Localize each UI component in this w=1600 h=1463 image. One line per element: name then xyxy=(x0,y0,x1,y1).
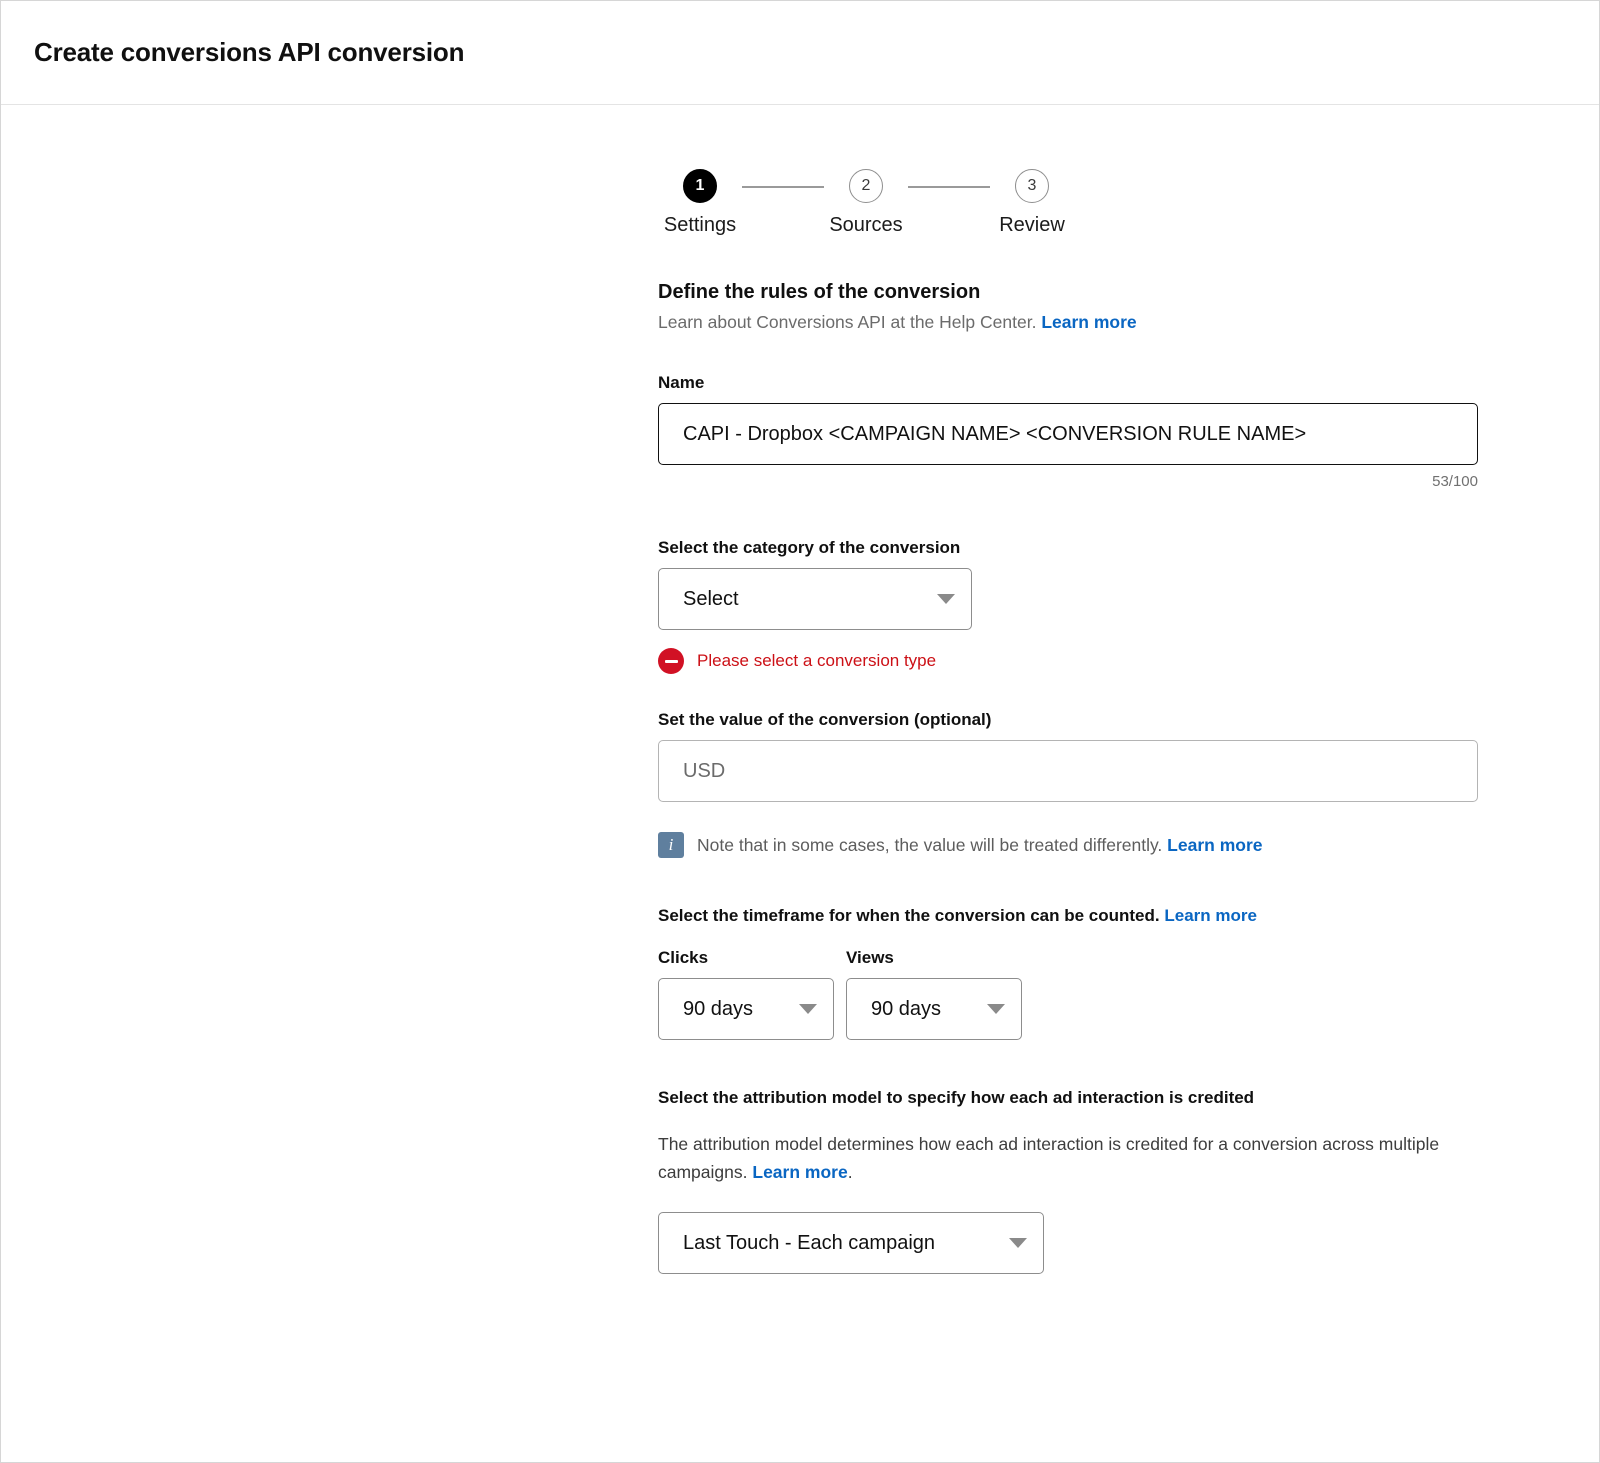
attribution-select[interactable] xyxy=(658,1212,1044,1274)
views-select-value: 90 days xyxy=(871,997,942,1020)
step-connector-2 xyxy=(908,186,990,188)
chevron-down-icon xyxy=(1009,1238,1027,1248)
section-subtitle xyxy=(658,312,1599,333)
attribution-learn-more-link[interactable]: Learn more xyxy=(752,1162,848,1182)
attribution-description-suffix: . xyxy=(847,1162,853,1182)
wizard-stepper xyxy=(658,169,1599,237)
category-select[interactable] xyxy=(658,568,972,630)
step-review-number: 3 xyxy=(1015,169,1049,203)
views-label: Views xyxy=(846,948,894,967)
step-sources[interactable] xyxy=(824,169,908,237)
attribution-description xyxy=(658,1130,1458,1186)
step-review[interactable] xyxy=(990,169,1074,237)
section-subtitle-text: Learn about Conversions API at the Help Center. xyxy=(658,312,1037,332)
clicks-select[interactable] xyxy=(658,978,834,1040)
attribution-heading: Select the attribution model to specify how each ad interaction is credited xyxy=(658,1088,1255,1107)
chevron-down-icon xyxy=(937,594,955,604)
views-field xyxy=(846,948,1022,1040)
clicks-field xyxy=(658,948,834,1040)
category-error-text: Please select a conversion type xyxy=(697,651,937,670)
value-note xyxy=(658,832,1599,858)
step-connector-1 xyxy=(742,186,824,188)
category-error xyxy=(658,648,1599,674)
name-char-counter: 53/100 xyxy=(1432,473,1478,490)
name-label: Name xyxy=(658,373,705,392)
main-content xyxy=(1,105,1599,1274)
timeframe-learn-more-link[interactable]: Learn more xyxy=(1164,906,1257,925)
value-input[interactable] xyxy=(658,740,1478,802)
info-icon: i xyxy=(658,832,684,858)
step-settings-label: Settings xyxy=(663,214,737,236)
help-center-learn-more-link[interactable]: Learn more xyxy=(1041,312,1137,332)
timeframe-row xyxy=(658,948,1599,1040)
timeframe-heading xyxy=(658,906,1599,926)
chevron-down-icon xyxy=(987,1004,1005,1014)
attribution-description-text: The attribution model determines how each ad interaction is credited for a conversion across multiple campaigns. xyxy=(658,1134,1440,1182)
chevron-down-icon xyxy=(799,1004,817,1014)
clicks-select-value: 90 days xyxy=(683,997,754,1020)
section-title: Define the rules of the conversion xyxy=(658,281,981,303)
category-select-value: Select xyxy=(683,587,739,610)
timeframe-heading-text: Select the timeframe for when the conversion can be counted. xyxy=(658,906,1160,925)
value-note-text xyxy=(697,835,1262,856)
page-title: Create conversions API conversion xyxy=(34,37,465,67)
step-sources-number: 2 xyxy=(849,169,883,203)
category-label: Select the category of the conversion xyxy=(658,538,961,557)
name-input[interactable] xyxy=(658,403,1478,465)
category-select-wrap xyxy=(658,568,972,630)
error-stop-icon xyxy=(658,648,684,674)
step-sources-label: Sources xyxy=(829,214,903,236)
value-label: Set the value of the conversion (optional) xyxy=(658,710,992,729)
step-settings-number: 1 xyxy=(683,169,717,203)
attribution-select-value: Last Touch - Each campaign xyxy=(683,1231,936,1254)
value-note-message: Note that in some cases, the value will be treated differently. xyxy=(697,834,1163,855)
value-learn-more-link[interactable]: Learn more xyxy=(1167,834,1263,855)
views-select[interactable] xyxy=(846,978,1022,1040)
step-settings[interactable] xyxy=(658,169,742,237)
step-review-label: Review xyxy=(999,214,1065,236)
clicks-label: Clicks xyxy=(658,948,709,967)
page-header xyxy=(1,1,1599,105)
